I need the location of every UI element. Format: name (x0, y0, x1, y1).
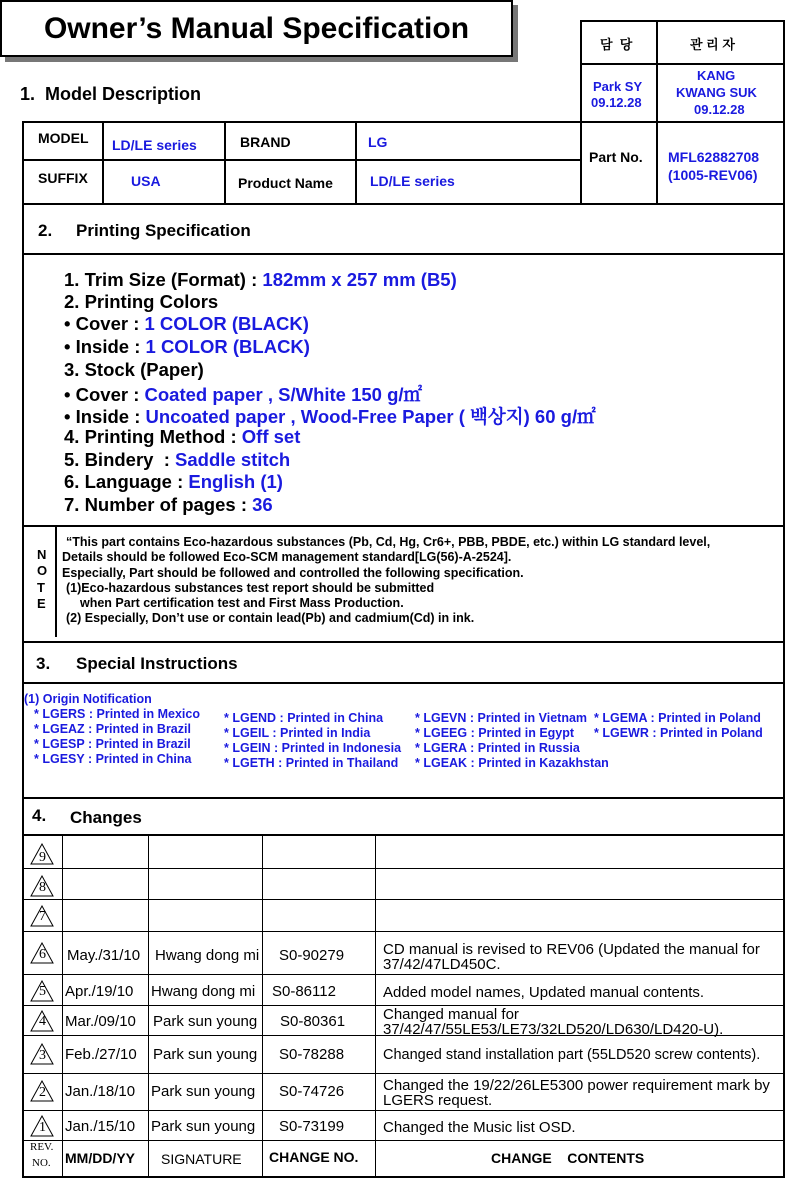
origin-col2-item: * LGEIN : Printed in Indonesia (224, 741, 402, 755)
stock-line: 3. Stock (Paper) (64, 359, 204, 380)
change-signature: Hwang dong mi (151, 983, 256, 1000)
note-letter-t: T (37, 580, 45, 595)
change-signature: Hwang dong mi (155, 947, 260, 964)
change-date: May./31/10 (67, 947, 141, 964)
note-line-3: Especially, Part should be followed and controlled the following specification. (62, 566, 524, 580)
change-signature: Park sun young (153, 1013, 258, 1030)
origin-title: (1) Origin Notification (24, 692, 152, 706)
origin-col2-item: * LGETH : Printed in Thailand (224, 756, 399, 770)
changes-heading-num: 4. (32, 806, 47, 825)
change-date: Mar./09/10 (65, 1013, 136, 1030)
rev-no-header: REV. (30, 1141, 54, 1153)
language-line: 6. Language : English (1) (64, 471, 283, 492)
special-heading-num: 3. (36, 654, 51, 673)
rev-no: 3 (39, 1048, 46, 1063)
origin-col2-item: * LGEND : Printed in China (224, 711, 384, 725)
printing-colors-line: 2. Printing Colors (64, 291, 219, 312)
rev-no: 4 (39, 1014, 46, 1029)
product-name-value: LD/LE series (370, 173, 455, 189)
change-no: S0-90279 (279, 947, 345, 964)
note-line-5: when Part certification test and First Mass Production. (80, 596, 404, 610)
change-date: Jan./18/10 (65, 1083, 136, 1100)
approval-col2-header: 관 리 자 (690, 37, 735, 52)
rev-no: 6 (39, 947, 46, 962)
model-label: MODEL (38, 130, 89, 146)
change-content: Changed stand installation part (55LD520 screw contents). (383, 1047, 761, 1063)
change-content: Added model names, Updated manual contents. (383, 984, 705, 1001)
note-line-4: (1)Eco-hazardous substances test report should be submitted (66, 581, 435, 595)
rev-no: 2 (39, 1085, 46, 1100)
change-signature: Park sun young (151, 1083, 256, 1100)
part-no-value: MFL62882708 (668, 149, 760, 165)
note-line-2: Details should be followed Eco-SCM management standard[LG(56)-A-2524]. (62, 550, 512, 564)
origin-col3-item: * LGERA : Printed in Russia (415, 741, 580, 755)
change-content: CD manual is revised to REV06 (Updated the manual for 37/42/47LD450C. (383, 941, 760, 973)
trim-size-line: 1. Trim Size (Format) : 182mm x 257 mm (B5) (64, 269, 457, 290)
note-line-1: “This part contains Eco-hazardous substances (Pb, Cd, Hg, Cr6+, PBB, PBDE, etc.) within LG standard level, (66, 535, 711, 549)
note-letter-o: O (37, 563, 48, 578)
part-no-rev: (1005-REV06) (668, 167, 758, 183)
change-contents-header: CHANGE CONTENTS (491, 1150, 645, 1166)
origin-col3-item: * LGEEG : Printed in Egypt (415, 726, 575, 740)
origin-col2-item: * LGEIL : Printed in India (224, 726, 371, 740)
origin-col1-item: * LGESY : Printed in China (34, 752, 192, 766)
origin-col1-item: * LGEAZ : Printed in Brazil (34, 722, 191, 736)
change-date: Feb./27/10 (65, 1046, 137, 1063)
change-no: S0-78288 (279, 1046, 345, 1063)
model-value: LD/LE series (112, 137, 197, 153)
printing-method-line: 4. Printing Method : Off set (64, 426, 301, 447)
note-letter-e: E (37, 596, 46, 611)
change-content: Changed manual for 37/42/47/55LE53/LE73/32LD520/LD630/LD420-U). (383, 1006, 724, 1038)
approval-col2-name-2: KWANG SUK (676, 85, 757, 100)
change-date: Jan./15/10 (65, 1118, 136, 1135)
change-no: S0-74726 (279, 1083, 345, 1100)
pages-line: 7. Number of pages : 36 (64, 494, 273, 515)
rev-no: 5 (39, 984, 46, 999)
change-signature: Park sun young (153, 1046, 258, 1063)
approval-col2-name: KANG (697, 68, 736, 83)
origin-col4-item: * LGEWR : Printed in Poland (594, 726, 763, 740)
change-content: Changed the 19/22/26LE5300 power requirement mark by LGERS request. (383, 1077, 770, 1109)
origin-col3-item: * LGEAK : Printed in Kazakhstan (415, 756, 609, 770)
suffix-value: USA (131, 173, 161, 189)
bindery-line: 5. Bindery : Saddle stitch (64, 449, 291, 470)
signature-header: SIGNATURE (161, 1151, 242, 1167)
suffix-label: SUFFIX (38, 170, 88, 186)
change-no: S0-80361 (280, 1013, 346, 1030)
rev-no: 1 (39, 1120, 46, 1135)
brand-label: BRAND (240, 134, 291, 150)
rev-no: 7 (39, 909, 46, 924)
rev-no-header-2: NO. (32, 1157, 51, 1169)
model-heading: 1. Model Description (20, 84, 202, 104)
approval-col1-date: 09.12.28 (591, 95, 642, 110)
cover-color-line: • Cover : 1 COLOR (BLACK) (64, 313, 309, 334)
approval-col2-date: 09.12.28 (694, 102, 745, 117)
product-name-label: Product Name (238, 175, 333, 191)
rev-no: 9 (39, 850, 46, 865)
special-heading: Special Instructions (76, 654, 238, 673)
part-no-label: Part No. (589, 149, 643, 165)
inside-paper-line: • Inside : Uncoated paper , Wood-Free Paper ( 백상지) 60 g/㎡ (64, 406, 596, 427)
change-no: S0-73199 (279, 1118, 345, 1135)
change-no: S0-86112 (272, 983, 336, 1000)
changes-heading: Changes (70, 808, 142, 827)
brand-value: LG (368, 134, 388, 150)
cover-paper-line: • Cover : Coated paper , S/White 150 g/㎡ (64, 384, 423, 405)
origin-col3-item: * LGEVN : Printed in Vietnam (415, 711, 588, 725)
inside-color-line: • Inside : 1 COLOR (BLACK) (64, 336, 310, 357)
change-content: Changed the Music list OSD. (383, 1119, 576, 1136)
printing-heading: Printing Specification (76, 221, 251, 240)
approval-col1-name: Park SY (593, 79, 643, 94)
document-title: Owner’s Manual Specification (0, 0, 513, 57)
origin-col4-item: * LGEMA : Printed in Poland (594, 711, 761, 725)
change-date: Apr./19/10 (65, 983, 134, 1000)
origin-col1-item: * LGERS : Printed in Mexico (34, 707, 200, 721)
note-letter-n: N (37, 547, 47, 562)
change-no-header: CHANGE NO. (269, 1149, 359, 1165)
date-header: MM/DD/YY (65, 1150, 135, 1166)
approval-col1-header: 담 당 (600, 37, 633, 52)
rev-no: 8 (39, 880, 46, 895)
origin-col1-item: * LGESP : Printed in Brazil (34, 737, 191, 751)
printing-heading-num: 2. (38, 221, 53, 240)
note-line-6: (2) Especially, Don’t use or contain lead(Pb) and cadmium(Cd) in ink. (66, 611, 475, 625)
change-signature: Park sun young (151, 1118, 256, 1135)
